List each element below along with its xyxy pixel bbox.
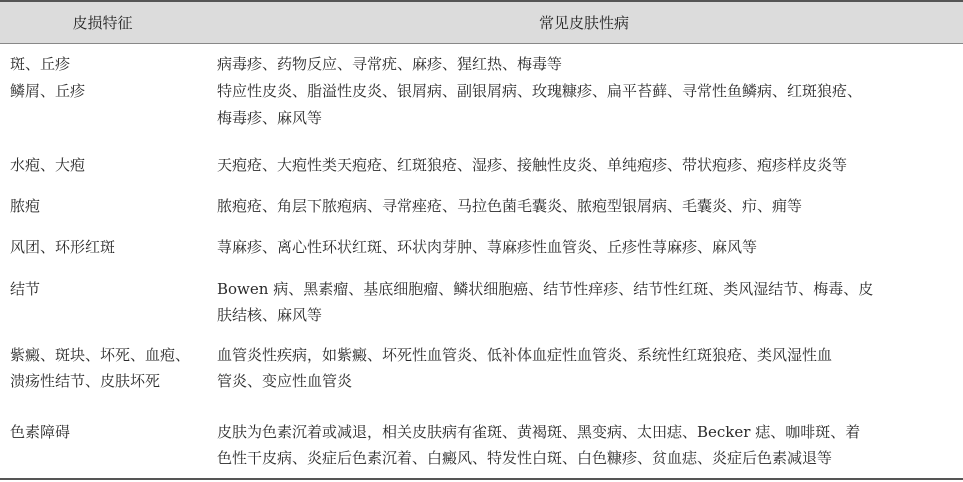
row-4-feature: 风团、环形红斑 — [10, 238, 116, 256]
row-2-diseases: 天疱疮、大疱性类天疱疮、红斑狼疮、湿疹、接触性皮炎、单纯疱疹、带状疱疹、疱疹样皮炎等 — [217, 156, 848, 174]
row-1-feature-line-1: 斑、丘疹 — [10, 55, 71, 73]
row-1-diseases-line-2: 特应性皮炎、脂溢性皮炎、银屑病、副银屑病、玫瑰糠疹、扁平苔藓、寻常性鱼鳞病、红斑狼疮、 — [217, 82, 863, 100]
row-2-feature: 水疱、大疱 — [10, 156, 86, 174]
table-header — [0, 0, 963, 44]
row-7-feature: 色素障碍 — [10, 423, 71, 441]
table-bottom-rule — [0, 478, 963, 480]
row-1-feature-line-2: 鳞屑、丘疹 — [10, 82, 86, 100]
row-6-feature-line-1: 紫癜、斑块、坏死、血疱、 — [10, 346, 191, 364]
row-3-diseases: 脓疱疮、角层下脓疱病、寻常痤疮、马拉色菌毛囊炎、脓疱型银屑病、毛囊炎、疖、痈等 — [217, 197, 803, 215]
row-3-feature: 脓疱 — [10, 197, 41, 215]
row-5-diseases-line-1: Bowen 病、黑素瘤、基底细胞瘤、鳞状细胞癌、结节性痒疹、结节性红斑、类风湿结节、梅毒、皮 — [217, 280, 874, 298]
row-7-diseases-line-1: 皮肤为色素沉着或减退，相关皮肤病有雀斑、黄褐斑、黑变病、太田痣、Becker 痣、咖啡斑、着 — [217, 423, 861, 441]
row-6-diseases-line-2: 管炎、变应性血管炎 — [217, 372, 353, 390]
row-1-diseases-line-1: 病毒疹、药物反应、寻常疣、麻疹、猩红热、梅毒等 — [217, 55, 563, 73]
row-6-feature-line-2: 溃疡性结节、皮肤坏死 — [10, 372, 161, 390]
row-5-diseases-line-2: 肤结核、麻风等 — [217, 306, 323, 324]
row-4-diseases: 荨麻疹、离心性环状红斑、环状肉芽肿、荨麻疹性血管炎、丘疹性荨麻疹、麻风等 — [217, 238, 758, 256]
row-6-diseases-line-1: 血管炎性疾病，如紫癜、坏死性血管炎、低补体血症性血管炎、系统性红斑狼疮、类风湿性血 — [217, 346, 833, 364]
row-1-diseases-line-3: 梅毒疹、麻风等 — [217, 109, 323, 127]
row-5-feature: 结节 — [10, 280, 41, 298]
header-common-diseases: 常见皮肤性病 — [538, 14, 629, 32]
header-lesion-feature: 皮损特征 — [72, 14, 133, 32]
row-7-diseases-line-2: 色性干皮病、炎症后色素沉着、白癜风、特发性白斑、白色糠疹、贫血痣、炎症后色素减退等 — [217, 449, 833, 467]
